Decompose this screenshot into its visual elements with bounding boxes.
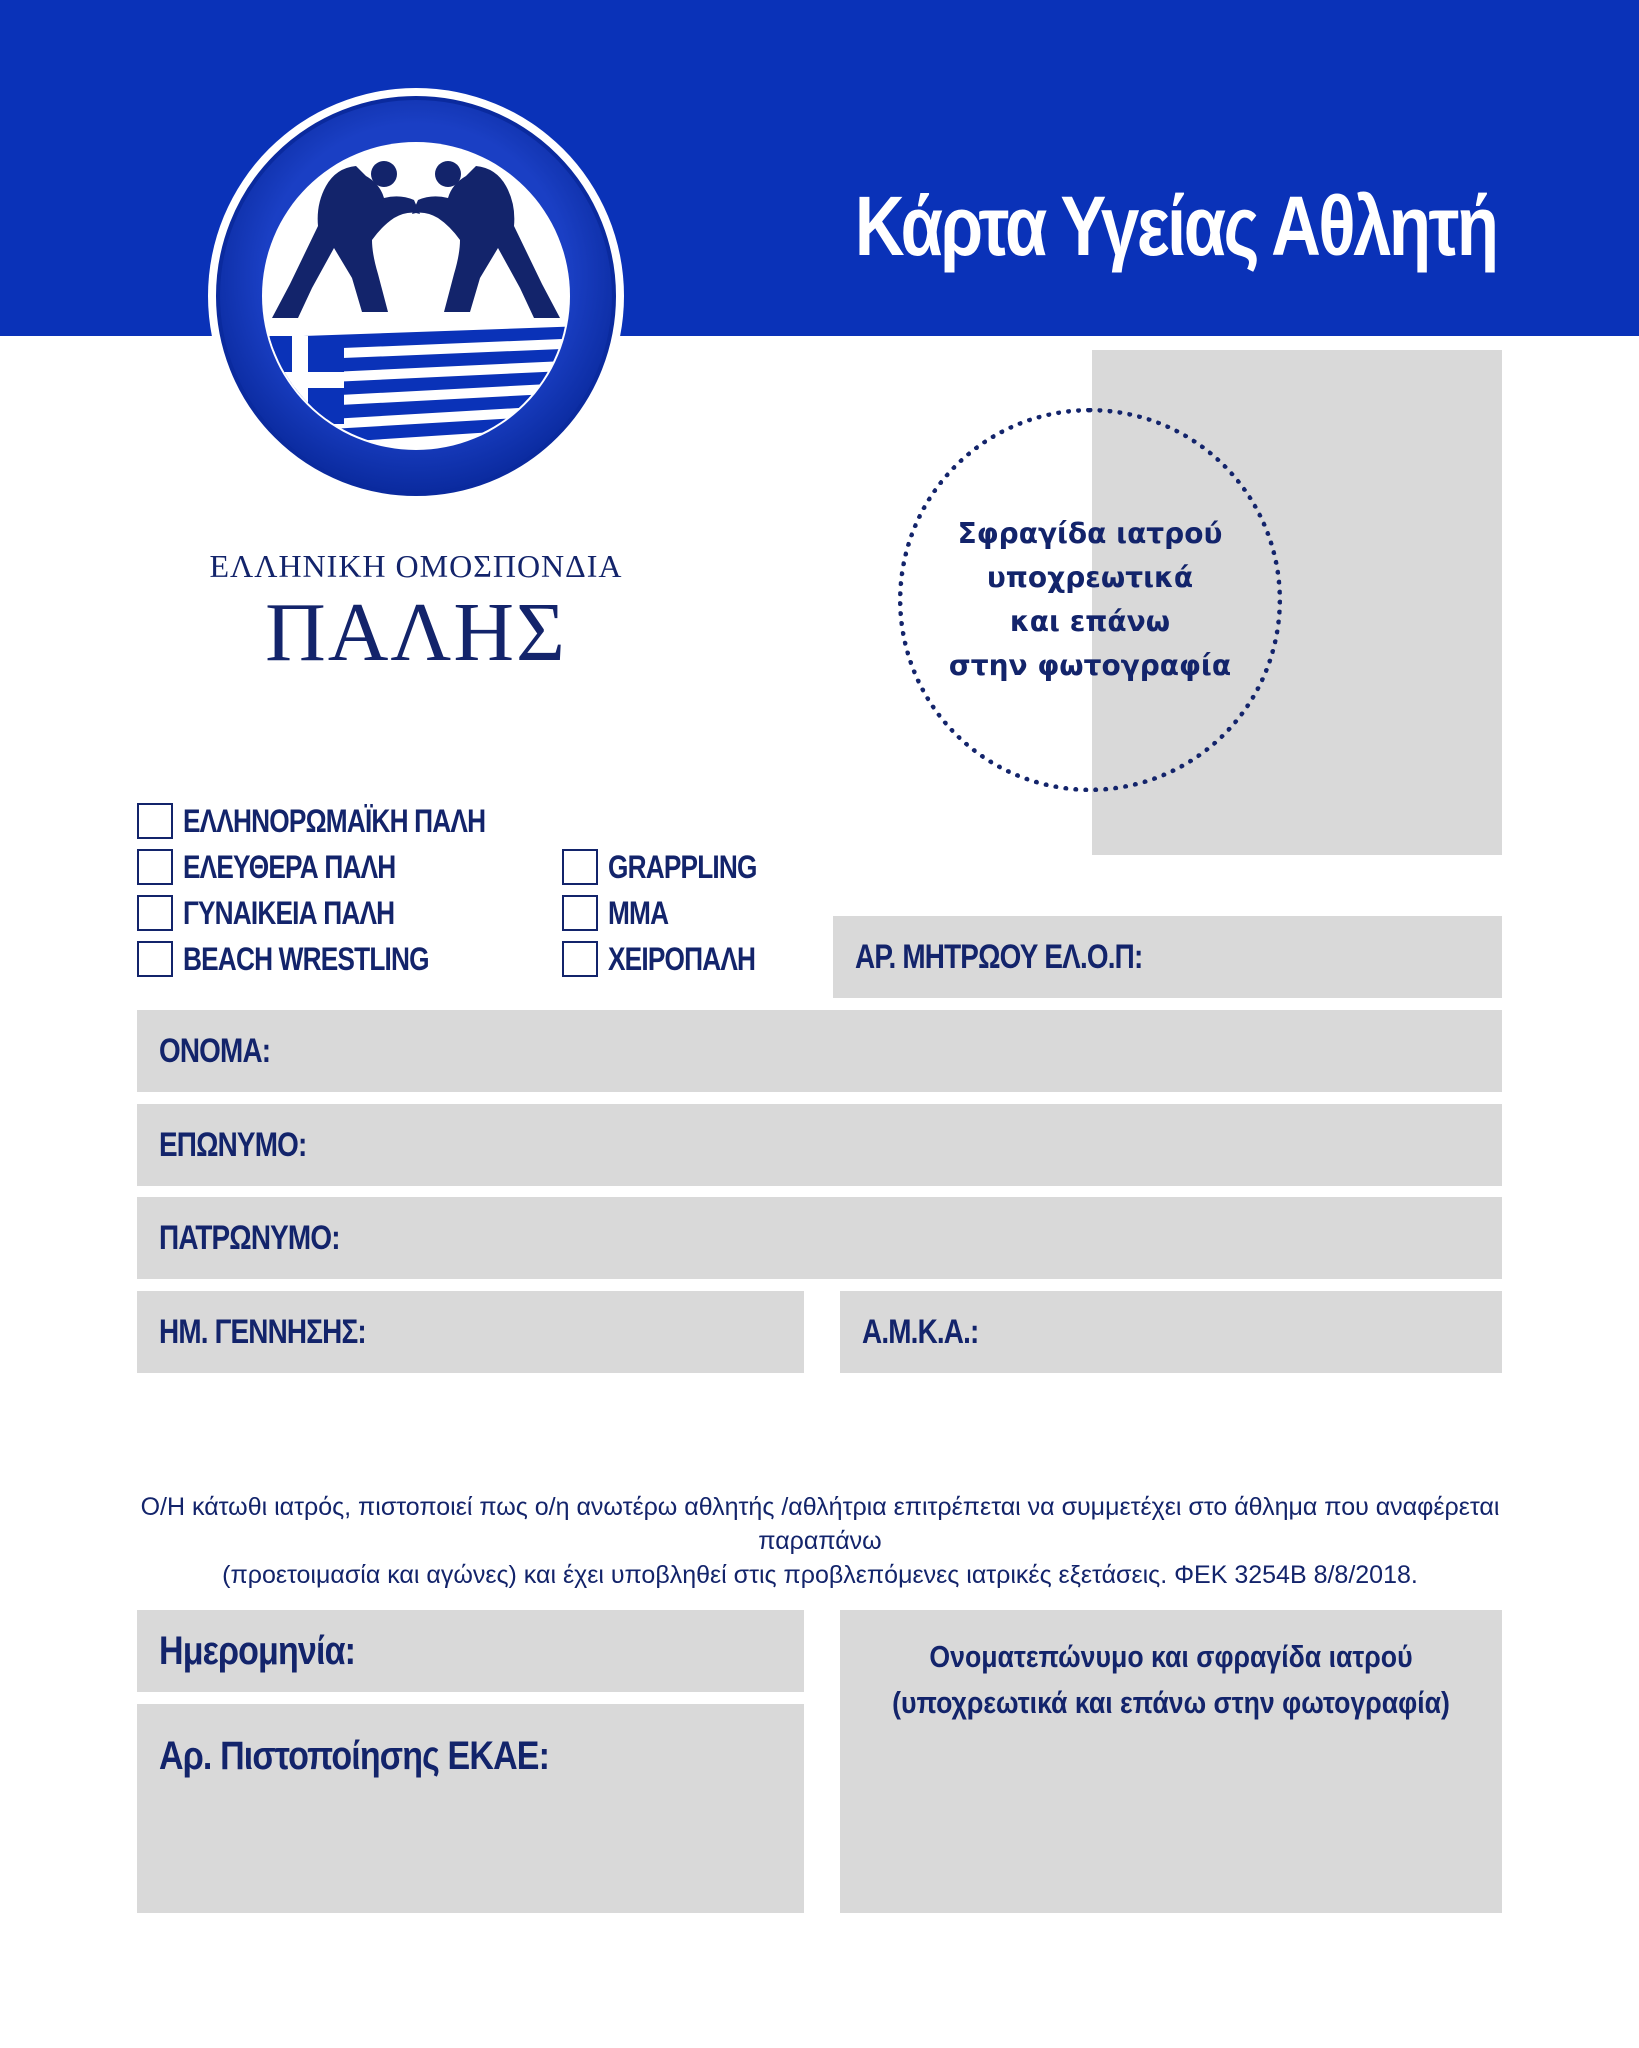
date-field[interactable]: [137, 1610, 804, 1692]
checkbox-freestyle[interactable]: [137, 847, 552, 887]
checkbox-label: BEACH WRESTLING: [183, 940, 429, 977]
ekae-certification-field[interactable]: [137, 1704, 804, 1913]
amka-field[interactable]: [840, 1291, 1502, 1373]
birth-date-field[interactable]: [137, 1291, 804, 1373]
checkbox-armwrestling[interactable]: [562, 939, 789, 979]
checkbox-box[interactable]: [562, 941, 598, 977]
checkbox-label: GRAPPLING: [608, 848, 757, 885]
organization-name-line1: ΕΛΛΗΝΙΚΗ ΟΜΟΣΠΟΝΔΙΑ: [209, 548, 623, 584]
checkbox-label: ΓΥΝΑΙΚΕΙΑ ΠΑΛΗ: [183, 894, 395, 931]
checkbox-box[interactable]: [137, 895, 173, 931]
checkbox-greco-roman[interactable]: [137, 801, 552, 841]
birth-date-label: ΗΜ. ΓΕΝΝΗΣΗΣ:: [159, 1312, 366, 1351]
doctor-line2: (υποχρεωτικά και επάνω στην φωτογραφία): [892, 1685, 1450, 1720]
medical-statement: [120, 1490, 1520, 1592]
first-name-field[interactable]: [137, 1010, 1502, 1092]
checkbox-box[interactable]: [137, 941, 173, 977]
last-name-label: ΕΠΩΝΥΜΟ:: [159, 1125, 307, 1164]
stamp-line: υποχρεωτικά: [986, 561, 1194, 594]
stamp-line: στην φωτογραφία: [948, 649, 1232, 682]
stamp-instructions: [898, 512, 1282, 688]
stamp-line: και επάνω: [1009, 605, 1171, 638]
checkbox-label: ΧΕΙΡΟΠΑΛΗ: [608, 940, 756, 977]
checkbox-label: ΕΛΛΗΝΟΡΩΜΑΪΚΗ ΠΑΛΗ: [183, 802, 486, 839]
amka-label: Α.Μ.Κ.Α.:: [862, 1312, 979, 1351]
checkbox-box[interactable]: [562, 895, 598, 931]
checkbox-box[interactable]: [562, 849, 598, 885]
stamp-line: Σφραγίδα ιατρού: [957, 517, 1223, 550]
organization-name-line2: ΠΑΛΗΣ: [265, 586, 567, 679]
checkbox-box[interactable]: [137, 803, 173, 839]
registry-number-label: ΑΡ. ΜΗΤΡΩΟΥ ΕΛ.Ο.Π:: [855, 937, 1143, 976]
checkbox-box[interactable]: [137, 849, 173, 885]
checkbox-label: ΕΛΕΥΘΕΡΑ ΠΑΛΗ: [183, 848, 396, 885]
federation-logo: [206, 86, 626, 506]
statement-line2: (προετοιμασία και αγώνες) και έχει υποβληθεί στις προβλεπόμενες ιατρικές εξετάσεις. ΦΕΚ 3254Β 8/8/2018.: [222, 1561, 1418, 1589]
checkbox-grappling[interactable]: [562, 847, 789, 887]
date-label: Ημερομηνία:: [159, 1628, 356, 1673]
discipline-list-right: [562, 847, 789, 979]
father-name-field[interactable]: [137, 1197, 1502, 1279]
doctor-line1: Ονοματεπώνυμο και σφραγίδα ιατρού: [929, 1639, 1413, 1674]
doctor-signature-instructions: [840, 1634, 1502, 1726]
page-title: Κάρτα Υγείας Αθλητή: [855, 179, 1497, 273]
checkbox-mma[interactable]: [562, 893, 789, 933]
checkbox-beach-wrestling[interactable]: [137, 939, 552, 979]
first-name-label: ΟΝΟΜΑ:: [159, 1031, 271, 1070]
ekae-label: Αρ. Πιστοποίησης ΕΚΑΕ:: [159, 1734, 550, 1778]
registry-number-field[interactable]: [833, 916, 1502, 998]
statement-line1: Ο/Η κάτωθι ιατρός, πιστοποιεί πως ο/η ανωτέρω αθλητής /αθλήτρια επιτρέπεται να συμμετέχει στο άθλημα που αναφέρεται παραπάνω: [140, 1493, 1500, 1555]
father-name-label: ΠΑΤΡΩΝΥΜΟ:: [159, 1218, 340, 1257]
checkbox-female-wrestling[interactable]: [137, 893, 552, 933]
checkbox-label: MMA: [608, 894, 669, 931]
discipline-list-left: [137, 801, 552, 979]
last-name-field[interactable]: [137, 1104, 1502, 1186]
